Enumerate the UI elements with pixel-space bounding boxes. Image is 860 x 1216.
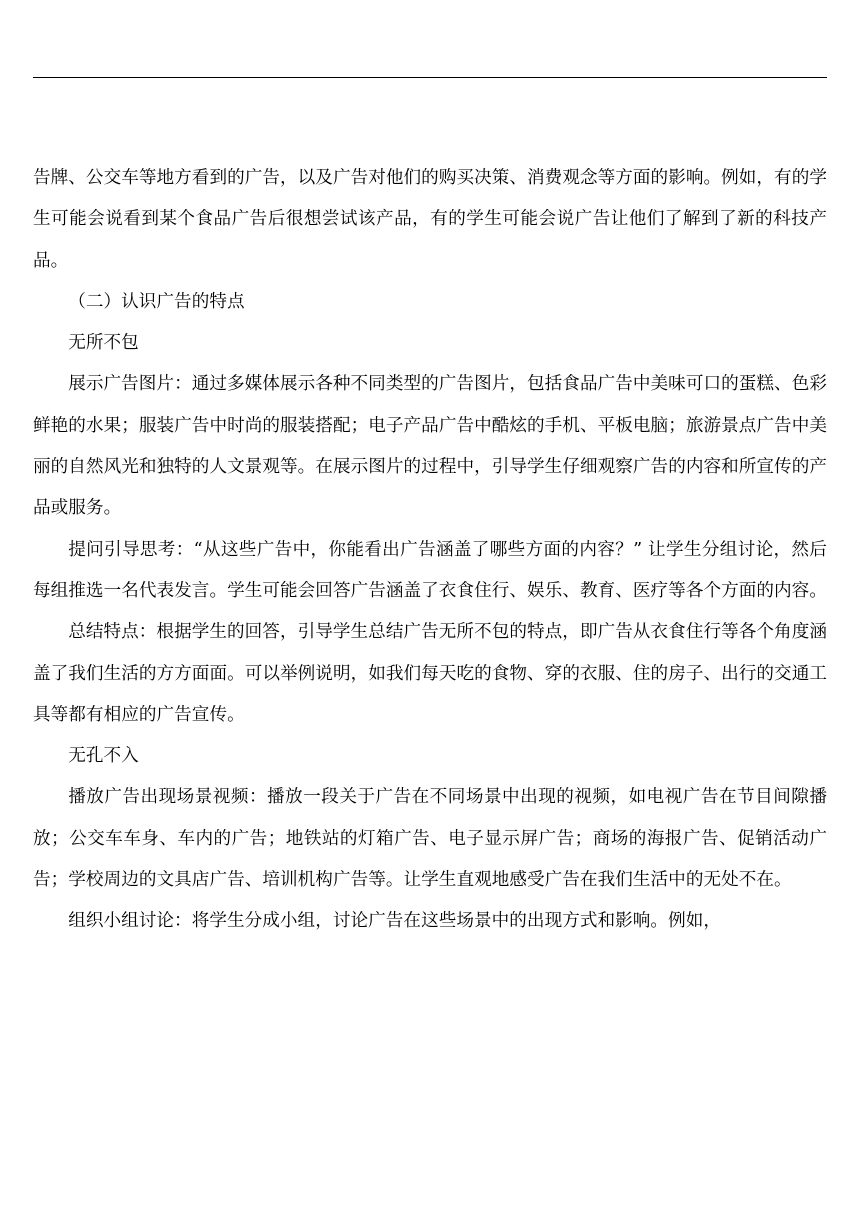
document-body — [33, 158, 827, 943]
paragraph-summary: 总结特点：根据学生的回答，引导学生总结广告无所不包的特点，即广告从衣食住行等各个角度涵盖了我们生活的方方面面。可以举例说明，如我们每天吃的食物、穿的衣服、住的房子、出行的交通工具等都有相应的广告宣传。 — [33, 622, 827, 725]
paragraph-show-ad-images: 展示广告图片：通过多媒体展示各种不同类型的广告图片，包括食品广告中美味可口的蛋糕、色彩鲜艳的水果；服装广告中时尚的服装搭配；电子产品广告中酷炫的手机、平板电脑；旅游景点广告中美丽的自然风光和独特的人文景观等。在展示图片的过程中，引导学生仔细观察广告的内容和所宣传的产品或服务。 — [33, 374, 827, 519]
header-rule — [33, 77, 827, 78]
paragraph-continuation: 告牌、公交车等地方看到的广告，以及广告对他们的购买决策、消费观念等方面的影响。例如，有的学生可能会说看到某个食品广告后很想尝试该产品，有的学生可能会说广告让他们了解到了新的科技产品。 — [33, 168, 827, 271]
section-heading: （二）认识广告的特点 — [68, 291, 245, 312]
subheading-wukongburu: 无孔不入 — [68, 746, 139, 767]
paragraph-question-prompt: 提问引导思考：“从这些广告中，你能看出广告涵盖了哪些方面的内容？” 让学生分组讨论，然后每组推选一名代表发言。学生可能会回答广告涵盖了衣食住行、娱乐、教育、医疗等各个方面的内容。 — [33, 539, 827, 601]
paragraph-group-discussion: 组织小组讨论：将学生分成小组，讨论广告在这些场景中的出现方式和影响。例如， — [68, 911, 722, 932]
subheading-wusuobubao: 无所不包 — [68, 333, 139, 354]
paragraph-play-video: 播放广告出现场景视频：播放一段关于广告在不同场景中出现的视频，如电视广告在节目间隙播放；公交车车身、车内的广告；地铁站的灯箱广告、电子显示屏广告；商场的海报广告、促销活动广告；学校周边的文具店广告、培训机构广告等。让学生直观地感受广告在我们生活中的无处不在。 — [33, 787, 827, 891]
